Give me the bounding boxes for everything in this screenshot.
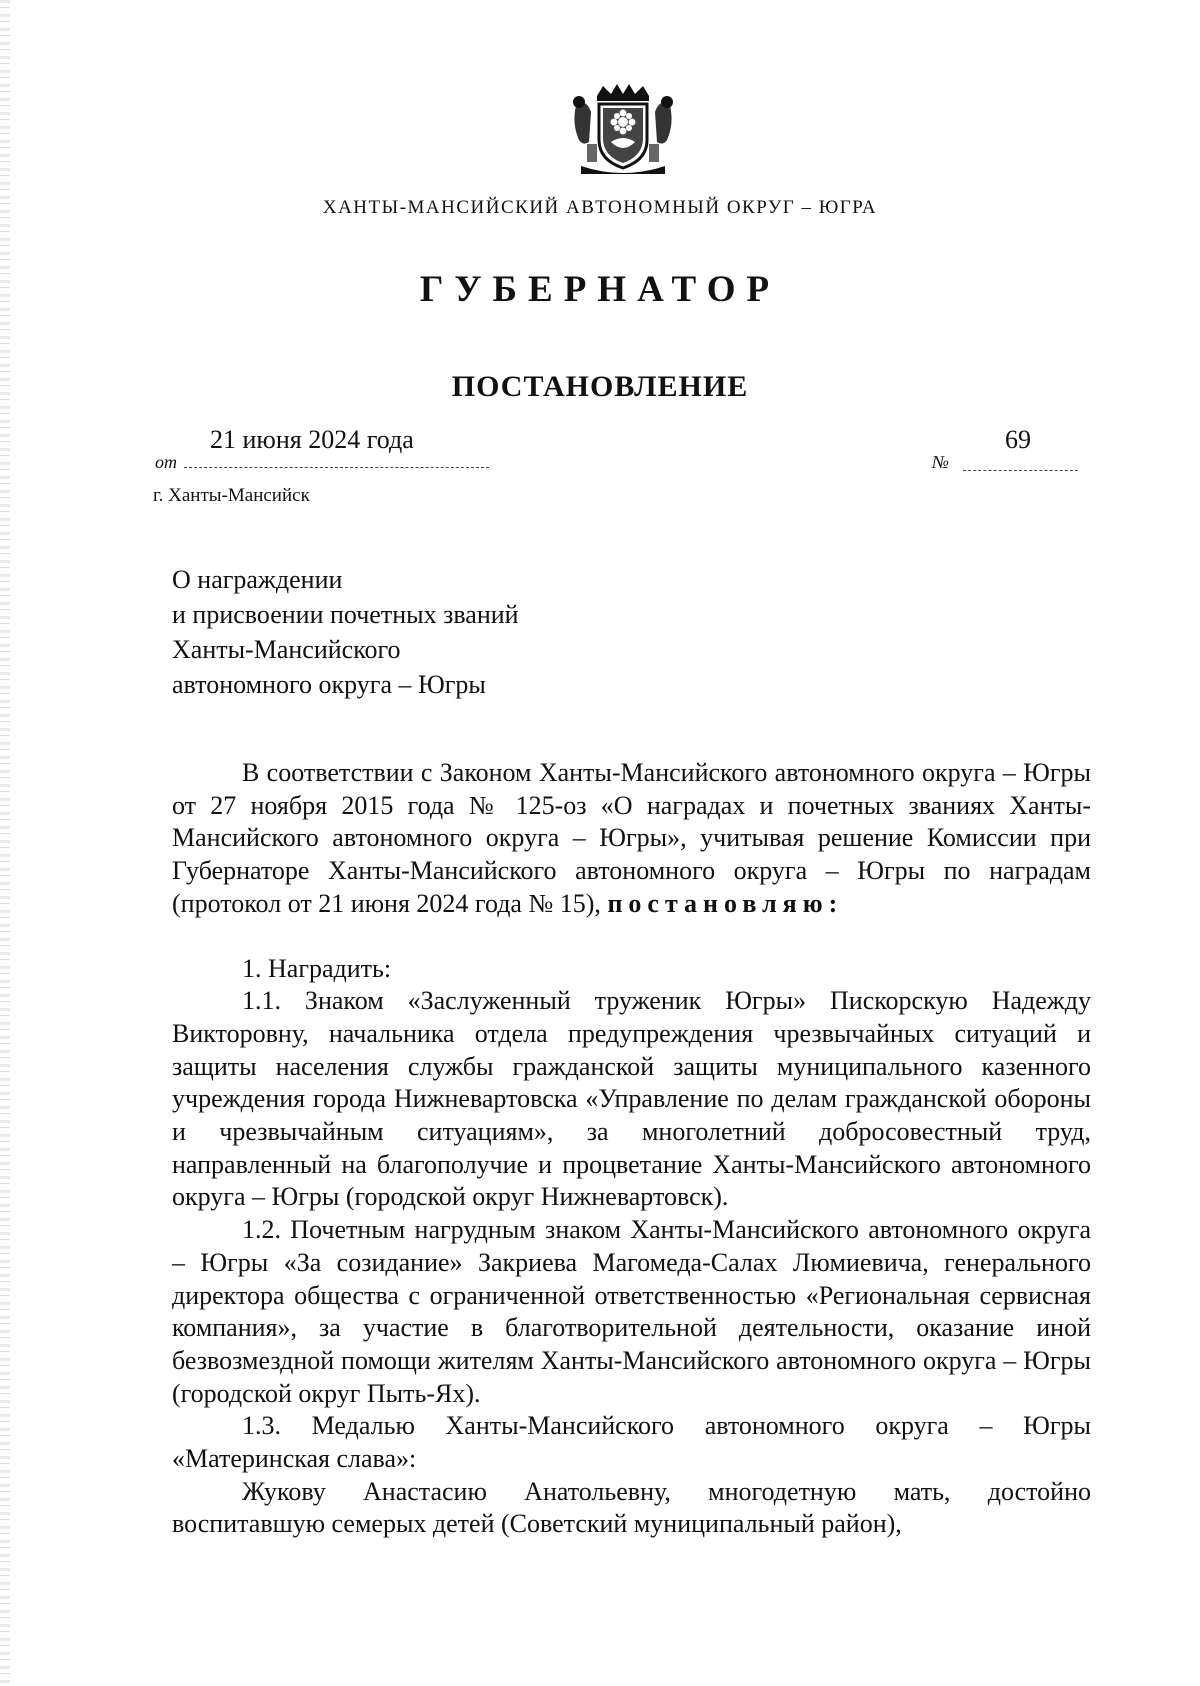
item-1-2: 1.2. Почетным нагрудным знаком Ханты-Мансийского автономного округа – Югры «За созидание» Закриева Магомеда-Салах Люмиевича, генерального директора общества с ограниченной ответственностью «Региональная сервисная компания», за участие в благотворительной деятельности, оказание иной безвозмездной помощи жителям Ханты-Мансийского автономного округа – Югры (городской округ Пыть-Ях). bbox=[172, 1215, 1091, 1408]
subject-line: автономного округа – Югры bbox=[172, 670, 486, 699]
document-date: 21 июня 2024 года bbox=[210, 425, 414, 454]
subject-line: Ханты-Мансийского bbox=[172, 635, 401, 664]
document-type: ПОСТАНОВЛЕНИЕ bbox=[451, 370, 749, 403]
region-name: ХАНТЫ-МАНСИЙСКИЙ АВТОНОМНЫЙ ОКРУГ – ЮГРА bbox=[322, 197, 878, 218]
document-author: ГУБЕРНАТОР bbox=[419, 269, 781, 310]
document-number: 69 bbox=[1005, 425, 1031, 454]
paragraph-gap bbox=[172, 921, 1091, 953]
number-underline bbox=[963, 470, 1078, 471]
document-subject bbox=[172, 562, 519, 702]
scan-edge bbox=[0, 0, 10, 1686]
date-underline bbox=[184, 467, 489, 468]
date-label: от bbox=[155, 452, 177, 472]
resolve-word: постановляю: bbox=[607, 888, 844, 918]
item-1-1: 1.1. Знаком «Заслуженный труженик Югры» Пискорскую Надежду Викторовну, начальника отдела предупреждения чрезвычайных ситуаций и защиты населения службы гражданской защиты муниципального казенного учреждения города Нижневартовска «Управление по делам гражданской обороны и чрезвычайным ситуациям», за многолетний добросовестный труд, направленный на благополучие и процветание Ханты-Мансийского автономного округа – Югры (городской округ Нижневартовск). bbox=[172, 986, 1091, 1212]
preamble-text: В соответствии с Законом Ханты-Мансийского автономного округа – Югры от 27 ноября 2015 года № 125-оз «О наградах и почетных званиях Ханты-Мансийского автономного округа – Югры», учитывая решение Комиссии при Губернаторе Ханты-Мансийского автономного округа – Югры по наградам (протокол от 21 июня 2024 года № 15), bbox=[172, 758, 1091, 918]
item-1-3-recipient: Жукову Анастасию Анатольевну, многодетную мать, достойно воспитавшую семерых детей (Советский муниципальный район), bbox=[172, 1476, 1091, 1539]
document-body bbox=[172, 757, 1091, 1541]
number-label: № bbox=[932, 452, 949, 472]
subject-line: и присвоении почетных званий bbox=[172, 600, 519, 629]
preamble-paragraph bbox=[172, 757, 1091, 921]
item-1-3: 1.3. Медалью Ханты-Мансийского автономного округа – Югры «Материнская слава»: bbox=[172, 1411, 1091, 1474]
subject-line: О награждении bbox=[172, 565, 343, 594]
coat-of-arms-icon bbox=[567, 82, 679, 178]
issue-city: г. Ханты-Мансийск bbox=[153, 485, 310, 506]
item-1: 1. Наградить: bbox=[242, 953, 392, 983]
